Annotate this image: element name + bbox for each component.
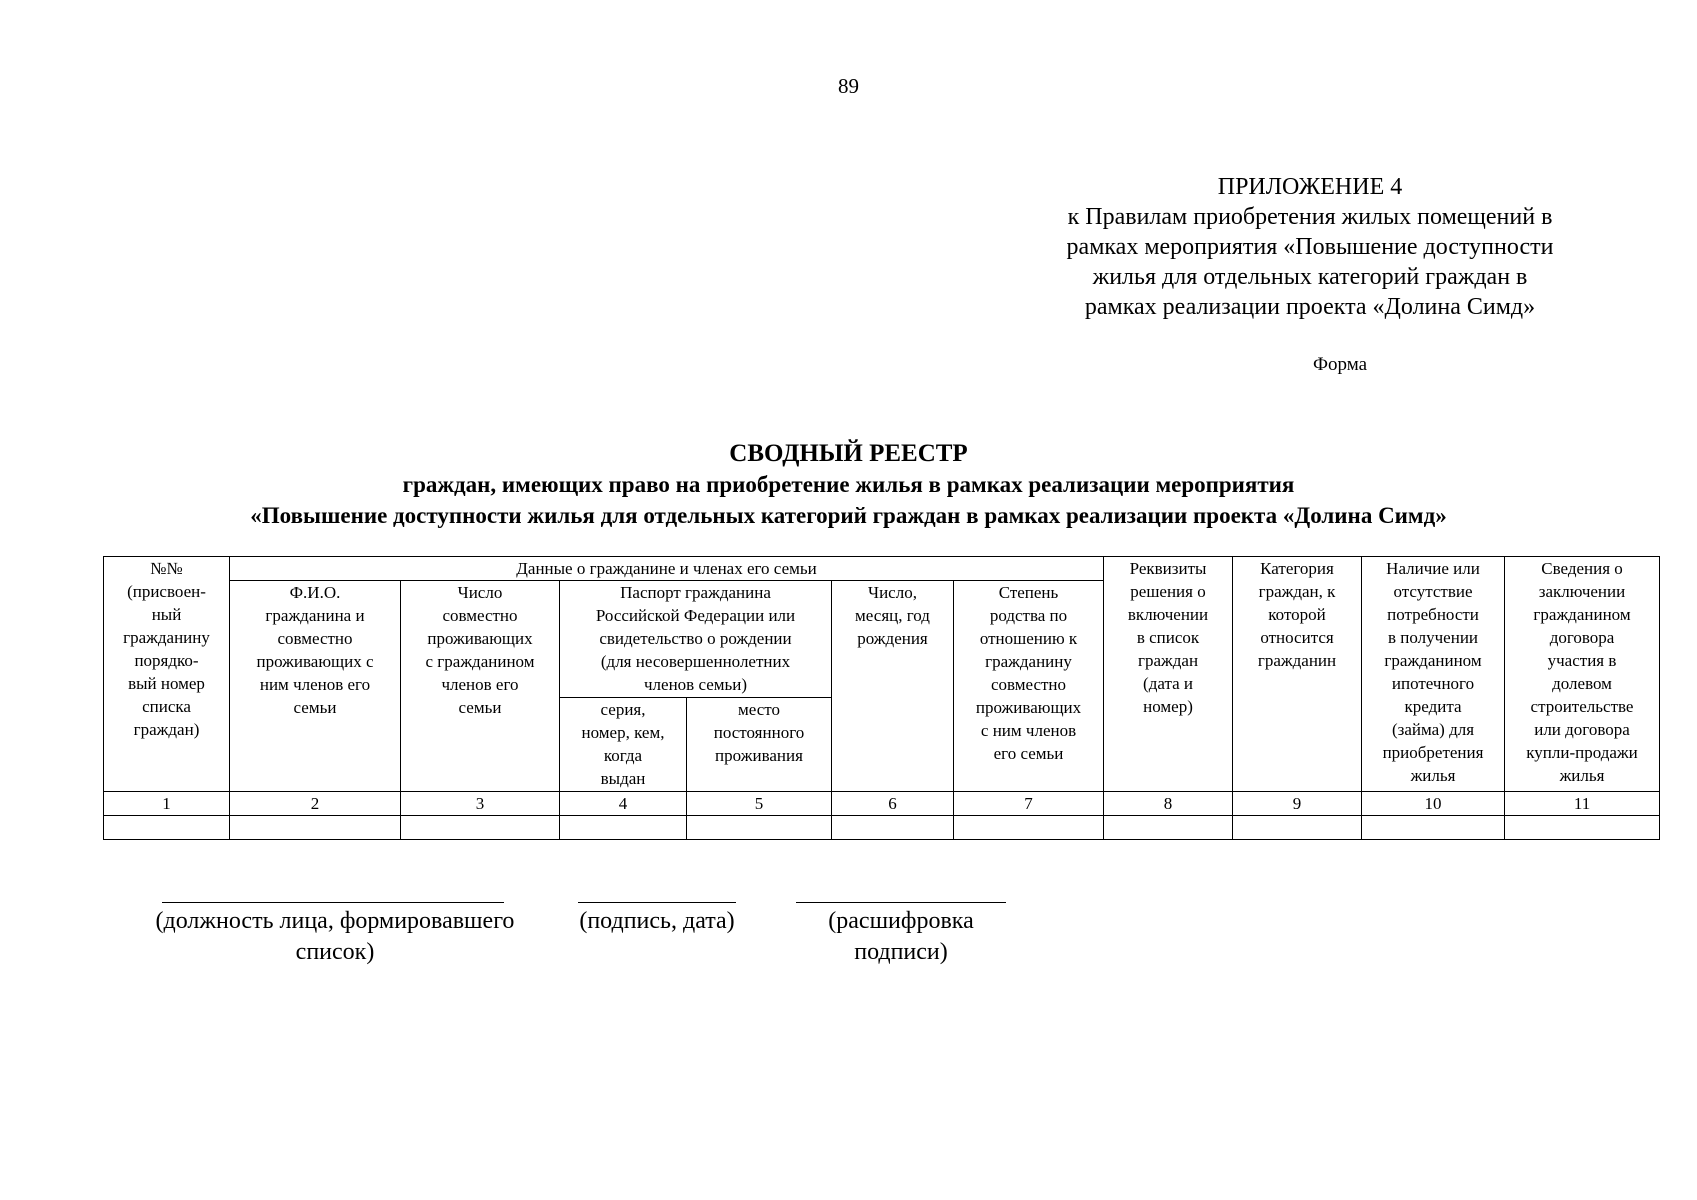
position-label: (должность лица, формировавшего список) [155,908,515,965]
column-numbers-row [104,792,1660,816]
empty-cell [104,816,230,840]
empty-cell [1505,816,1660,840]
document-title [0,438,1697,531]
header-group-citizen-data: Данные о гражданине и членах его семьи [230,557,1104,581]
header-col-10: Наличие или отсутствие потребности в получении гражданином ипотечного кредита (займа) для приобретения жилья [1362,557,1505,792]
column-number: 9 [1233,792,1362,816]
column-number: 3 [401,792,560,816]
header-col-2: Ф.И.О. гражданина и совместно проживающих с ним членов его семьи [230,581,401,792]
registry-table [103,556,1660,840]
empty-cell [1104,816,1233,840]
column-number: 1 [104,792,230,816]
appendix-line: рамках мероприятия «Повышение доступности [1066,234,1554,260]
column-number: 11 [1505,792,1660,816]
appendix-line: к Правилам приобретения жилых помещений в [1067,204,1553,230]
header-row-1 [104,557,1660,581]
empty-cell [954,816,1104,840]
title-main: СВОДНЫЙ РЕЕСТР [729,440,968,467]
empty-cell [401,816,560,840]
decryption-label: (расшифровка подписи) [828,908,974,965]
appendix-line: рамках реализации проекта «Долина Симд» [1084,294,1536,320]
header-passport: Паспорт гражданина Российской Федерации или свидетельство о рождении (для несовершеннолетних членов семьи) [560,581,832,698]
signature-date-label: (подпись, дата) [579,908,735,934]
appendix-header [1030,172,1590,322]
appendix-title: ПРИЛОЖЕНИЕ 4 [1217,174,1403,200]
empty-data-row [104,816,1660,840]
empty-cell [832,816,954,840]
page-number: 89 [838,74,859,98]
column-number: 7 [954,792,1104,816]
header-col-1: №№ (присвоен- ный гражданину порядко- вый номер списка граждан) [104,557,230,792]
title-subtitle-1: граждан, имеющих право на приобретение жилья в рамках реализации мероприятия [402,472,1295,497]
header-col-8: Реквизиты решения о включении в список граждан (дата и номер) [1104,557,1233,792]
signature-date-line [578,902,736,903]
position-signature-line [162,902,504,903]
column-number: 4 [560,792,687,816]
title-subtitle-2: «Повышение доступности жилья для отдельных категорий граждан в рамках реализации проекта «Долина Симд» [250,503,1447,528]
empty-cell [230,816,401,840]
appendix-line: жилья для отдельных категорий граждан в [1092,264,1528,290]
empty-cell [1362,816,1505,840]
column-number: 5 [687,792,832,816]
decryption-signature-line [796,902,1006,903]
column-number: 8 [1104,792,1233,816]
column-number: 6 [832,792,954,816]
empty-cell [1233,816,1362,840]
header-col-4: серия, номер, кем, когда выдан [560,698,687,792]
column-number: 2 [230,792,401,816]
empty-cell [560,816,687,840]
header-col-11: Сведения о заключении гражданином договора участия в долевом строительстве или договора купли-продажи жилья [1505,557,1660,792]
header-col-7: Степень родства по отношению к гражданину совместно проживающих с ним членов его семьи [954,581,1104,792]
form-label: Форма [1312,354,1368,375]
column-number: 10 [1362,792,1505,816]
header-col-5: место постоянного проживания [687,698,832,792]
header-col-9: Категория граждан, к которой относится гражданин [1233,557,1362,792]
header-col-3: Число совместно проживающих с гражданином членов его семьи [401,581,560,792]
header-col-6: Число, месяц, год рождения [832,581,954,792]
empty-cell [687,816,832,840]
